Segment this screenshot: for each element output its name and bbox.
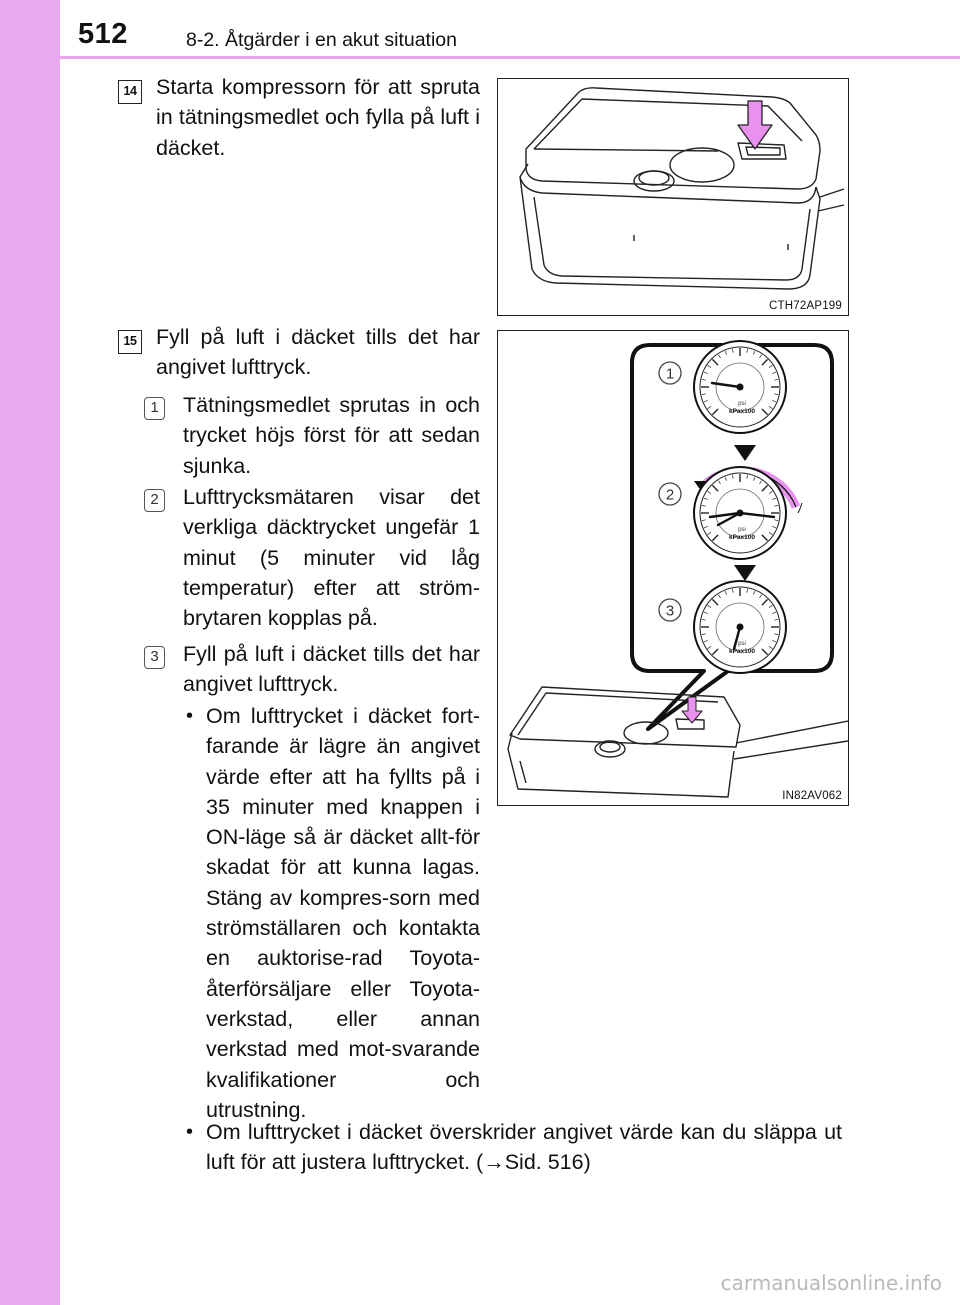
substep-number-3: 3 bbox=[144, 646, 165, 669]
header-rule bbox=[60, 56, 960, 59]
bullet-dot-2: • bbox=[186, 1121, 194, 1143]
svg-text:psi: psi bbox=[738, 401, 746, 407]
svg-text:psi: psi bbox=[738, 527, 746, 533]
svg-text:kPax100: kPax100 bbox=[728, 408, 756, 415]
step-number-14: 14 bbox=[118, 80, 142, 104]
gauge-illustration bbox=[498, 331, 848, 805]
callout-2: 2 bbox=[665, 486, 675, 504]
substep-1-text: Tätningsmedlet sprutas in och trycket höjs först för att sedan sjunka. bbox=[183, 393, 480, 478]
bullet-2-text: Om lufttrycket i däcket överskrider angivet värde kan du släppa ut luft för att justera lufttrycket. (→Sid. 516) bbox=[206, 1120, 842, 1175]
callout-3: 3 bbox=[665, 602, 675, 620]
figure-code-1: CTH72AP199 bbox=[769, 300, 842, 312]
compressor-illustration bbox=[498, 79, 848, 315]
step-number-15: 15 bbox=[118, 330, 142, 354]
substep-number-2: 2 bbox=[144, 489, 165, 512]
bullet-1-text: Om lufttrycket i däcket fort-farande är lägre än angivet värde efter att ha fyllts på i 35 minuter med knappen i ON-läge så är däcket allt-för skadat för att kunna lagas. Stäng av kompres-sorn med strömställaren och kontakta en auktorise-rad Toyota-återförsäljare eller Toyota-verkstad, eller annan verkstad med mot-svarande kvalifikationer och utrustning. bbox=[206, 704, 480, 1122]
pressure-gauge bbox=[694, 341, 786, 433]
pressure-gauge bbox=[694, 467, 786, 559]
substep-2-text: Lufttrycksmätaren visar det verkliga däcktrycket ungefär 1 minut (5 minuter vid låg temperatur) efter att ström-brytaren kopplas på. bbox=[183, 485, 480, 631]
figure-compressor-start bbox=[497, 78, 849, 316]
substep-number-1: 1 bbox=[144, 397, 165, 420]
section-title: 8-2. Åtgärder i en akut situation bbox=[186, 29, 457, 51]
svg-text:kPax100: kPax100 bbox=[728, 534, 756, 541]
step-14-text: Starta kompressorn för att spruta in tätningsmedlet och fylla på luft i däcket. bbox=[156, 75, 480, 160]
callout-1: 1 bbox=[665, 365, 675, 383]
svg-text:kPax100: kPax100 bbox=[728, 648, 756, 655]
bullet-dot-1: • bbox=[186, 705, 194, 727]
svg-text:psi: psi bbox=[738, 641, 746, 647]
page-number: 512 bbox=[78, 18, 128, 50]
step-15-text: Fyll på luft i däcket tills det har angivet lufttryck. bbox=[156, 325, 480, 380]
substep-3-text: Fyll på luft i däcket tills det har angivet lufttryck. bbox=[183, 642, 480, 697]
footer-watermark: carmanualsonline.info bbox=[720, 1271, 942, 1295]
side-band bbox=[0, 0, 60, 1305]
pressure-gauge bbox=[694, 581, 786, 673]
figure-code-2: IN82AV062 bbox=[782, 790, 842, 802]
figure-pressure-gauges bbox=[497, 330, 849, 806]
